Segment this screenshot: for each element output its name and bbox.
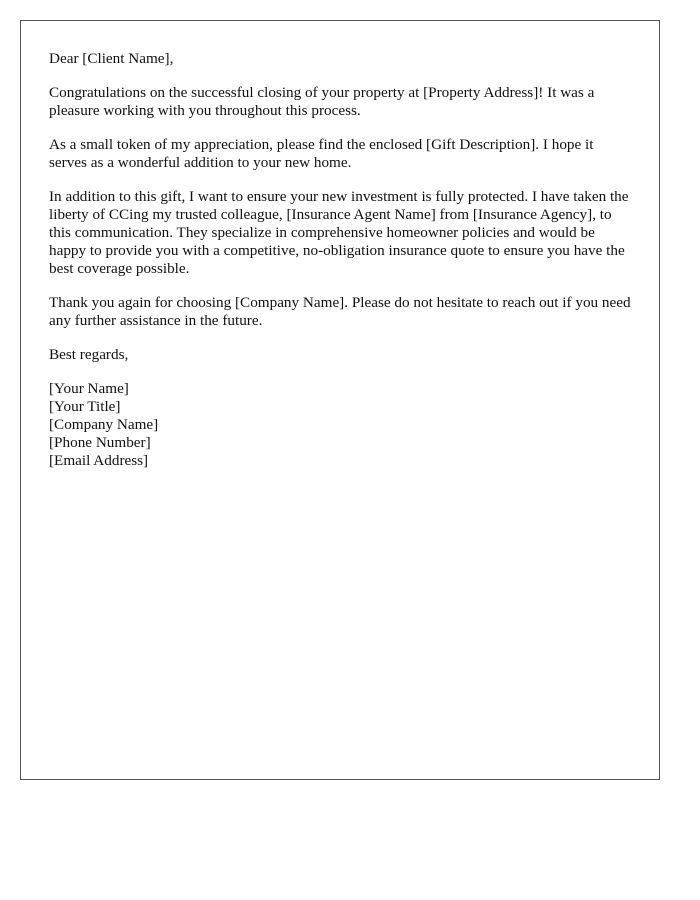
paragraph-gift: As a small token of my appreciation, please find the enclosed [Gift Description]. I hope it serves as a wonderful addition to your new home. (49, 136, 594, 171)
signature-company: [Company Name] (49, 416, 159, 433)
paragraph-thank-you: Thank you again for choosing [Company Name]. Please do not hesitate to reach out if you need any further assistance in the future. (49, 294, 631, 329)
salutation: Dear [Client Name], (49, 50, 174, 67)
signature-block (49, 380, 631, 470)
signature-name: [Your Name] (49, 380, 129, 397)
signature-title: [Your Title] (49, 398, 121, 415)
paragraph-congratulations: Congratulations on the successful closing of your property at [Property Address]! It was a pleasure working with you throughout this process. (49, 84, 595, 119)
signature-phone: [Phone Number] (49, 434, 151, 451)
closing: Best regards, (49, 346, 129, 363)
letter-page (20, 20, 660, 780)
signature-email: [Email Address] (49, 452, 149, 469)
paragraph-insurance: In addition to this gift, I want to ensure your new investment is fully protected. I have taken the liberty of CCing my trusted colleague, [Insurance Agent Name] from [Insurance Agency], to this communication. They specialize in comprehensive homeowner policies and would be happy to provide you with a competitive, no-obligation insurance quote to ensure you have the best coverage possible. (49, 188, 629, 277)
